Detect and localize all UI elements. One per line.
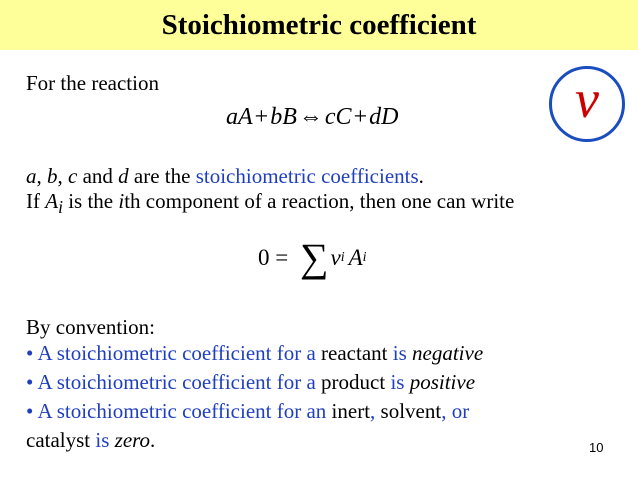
bullet-lead: A stoichiometric coefficient for a [37, 341, 322, 365]
bullet-word: product [321, 370, 386, 394]
bullet-word: reactant [321, 341, 388, 365]
plus-sign: + [353, 104, 368, 130]
period: . [150, 428, 156, 452]
var-d: d [118, 164, 129, 188]
bullet-word: inert [331, 399, 371, 423]
bullet-icon: • [26, 399, 34, 423]
term-dD: dD [369, 104, 399, 130]
var-a: a [26, 164, 37, 188]
separator: , [370, 399, 381, 423]
separator: , [36, 164, 47, 188]
bullet-lead: A stoichiometric coefficient for a [37, 370, 322, 394]
highlight-term: stoichiometric coefficients [195, 164, 419, 188]
term-bB: bB [270, 104, 297, 130]
separator: , [57, 164, 68, 188]
var-A: A [45, 189, 59, 213]
zero: 0 [258, 245, 270, 270]
nu-var: ν [330, 245, 341, 270]
plus-sign: + [254, 104, 269, 130]
are-the-text: are the [128, 164, 196, 188]
bullet-word: solvent [380, 399, 442, 423]
component-line [26, 189, 514, 219]
is-text: is [387, 341, 413, 365]
var-b: b [47, 164, 58, 188]
convention-heading: By convention: [26, 315, 155, 339]
sum-equation [258, 235, 367, 280]
equilibrium-arrow-icon: ⇔ [298, 104, 323, 130]
catalyst-word: catalyst [26, 428, 91, 452]
A-var: A [348, 245, 363, 270]
is-text: is [90, 428, 115, 452]
intro-text: For the reaction [26, 71, 159, 95]
sum-icon: ∑ [299, 235, 329, 280]
page-number: 10 [589, 440, 604, 455]
subscript-i: i [58, 197, 63, 218]
nu-subscript: i [340, 250, 345, 265]
equals-sign: = [269, 245, 294, 270]
nu-symbol: ν [575, 69, 599, 129]
term-cC: cC [324, 104, 352, 130]
bullet-icon: • [26, 341, 34, 365]
zero-value: zero [114, 428, 151, 452]
bullet-value: negative [412, 341, 484, 365]
bullet-inert [26, 399, 469, 423]
and-text: and [77, 164, 119, 188]
reaction-equation [226, 104, 398, 131]
slide-title: Stoichiometric coefficient [161, 8, 477, 41]
nu-symbol-badge [549, 66, 625, 142]
var-c: c [68, 164, 78, 188]
title-bar [0, 0, 638, 50]
bullet-reactant [26, 341, 483, 365]
A-subscript: i [362, 250, 367, 265]
coefficients-line [26, 164, 424, 188]
bullet-product [26, 370, 475, 394]
is-text: is [385, 370, 410, 394]
is-the-text: is the [62, 189, 119, 213]
bullet-lead: A stoichiometric coefficient for an [37, 399, 332, 423]
var-i: i [118, 189, 125, 213]
bullet-icon: • [26, 370, 34, 394]
catalyst-line [26, 428, 155, 452]
term-aA: aA [226, 104, 253, 130]
separator: , or [441, 399, 470, 423]
rest-text: th component of a reaction, then one can write [124, 189, 515, 213]
bullet-value: positive [409, 370, 476, 394]
if-text: If [26, 189, 46, 213]
period: . [418, 164, 424, 188]
